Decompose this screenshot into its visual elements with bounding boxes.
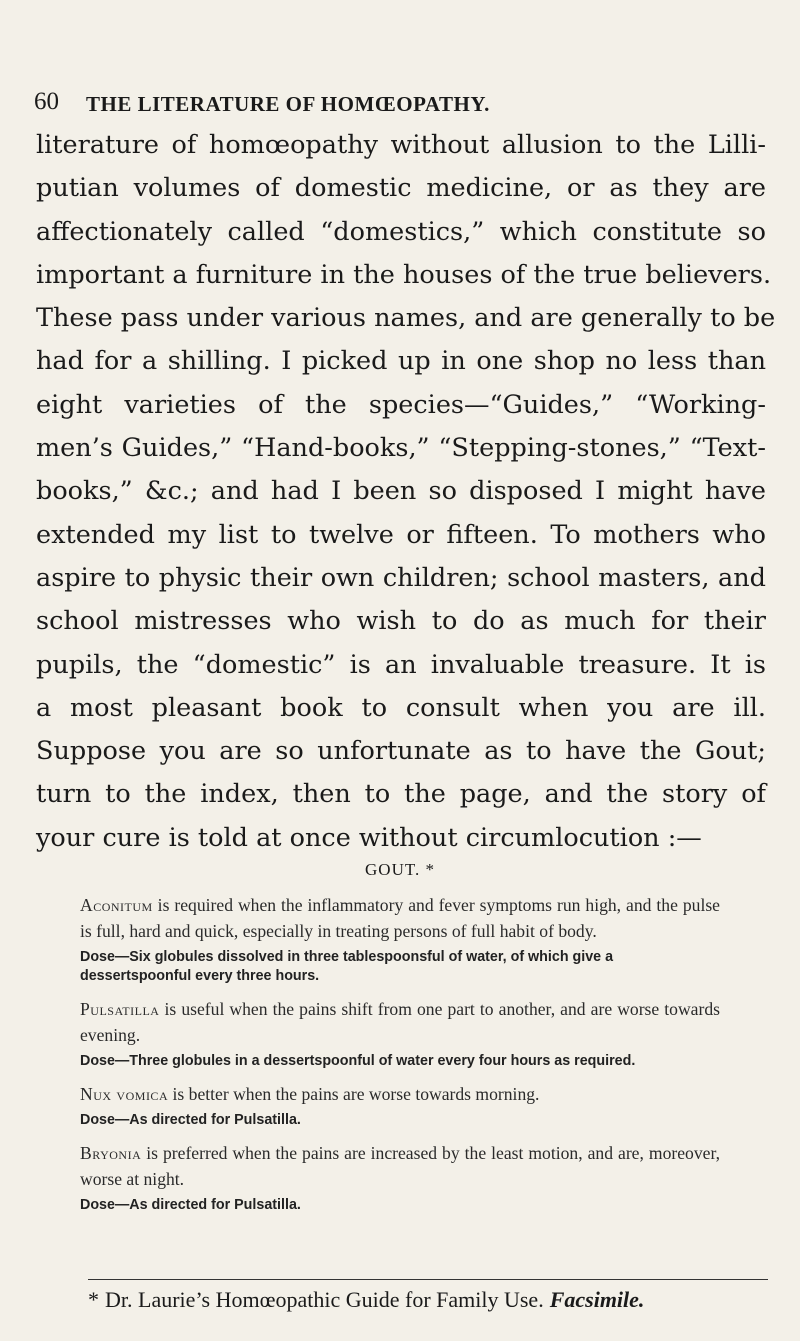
dose-instruction: Dose—Six globules dissolved in three tablespoonsful of water, of which give a dessertspoonful every three hours. <box>80 949 614 984</box>
quote-heading: GOUT. * <box>365 860 435 879</box>
footnote-divider <box>88 1279 768 1280</box>
quoted-extract <box>80 892 720 1225</box>
body-line: eight varieties of the species—“Guides,” “Working- <box>36 389 766 420</box>
body-line: had for a shilling. I picked up in one shop no less than <box>36 346 766 377</box>
body-paragraph <box>36 124 776 860</box>
body-line: turn to the index, then to the page, and the story of <box>36 779 766 810</box>
body-line: books,” &c.; and had I been so disposed I might have <box>36 476 766 507</box>
page-number: 60 <box>34 88 59 115</box>
remedy-description: is required when the inflammatory and fever symptoms run high, and the pulse is full, hard and quick, especially in treating persons of full habit of body. <box>80 895 720 941</box>
body-line: important a furniture in the houses of the true believers. <box>36 259 772 290</box>
footnote <box>88 1287 778 1313</box>
body-line: your cure is told at once without circumlocution :— <box>36 822 702 853</box>
dose-instruction: Dose—As directed for Pulsatilla. <box>80 1197 301 1213</box>
body-line: affectionately called “domestics,” which constitute so <box>36 216 766 247</box>
dose-instruction: Dose—Three globules in a dessertspoonful of water every four hours as required. <box>80 1053 636 1069</box>
body-line: pupils, the “domestic” is an invaluable treasure. It is <box>36 649 766 680</box>
remedy-entry <box>80 996 720 1048</box>
footnote-text: Dr. Laurie’s Homœopathic Guide for Family Use. <box>105 1287 544 1312</box>
body-line: a most pleasant book to consult when you are ill. <box>36 692 766 723</box>
remedy-name: Aconitum <box>80 895 153 915</box>
body-line: putian volumes of domestic medicine, or as they are <box>36 173 766 204</box>
remedy-description: is useful when the pains shift from one part to another, and are worse towards evening. <box>80 999 720 1045</box>
body-line: These pass under various names, and are generally to be <box>36 303 776 334</box>
page-header <box>34 88 774 122</box>
body-line: extended my list to twelve or fifteen. To mothers who <box>36 519 766 550</box>
remedy-entry <box>80 1140 720 1192</box>
remedy-entry <box>80 1081 720 1107</box>
running-title: THE LITERATURE OF HOMŒOPATHY. <box>86 92 490 116</box>
remedy-entry <box>80 892 720 944</box>
footnote-mark: * <box>88 1287 99 1312</box>
body-line: Suppose you are so unfortunate as to have the Gout; <box>36 736 766 767</box>
body-line: literature of homœopathy without allusion to the Lilli- <box>36 130 766 160</box>
body-line: men’s Guides,” “Hand-books,” “Stepping-stones,” “Text- <box>36 433 766 464</box>
footnote-emphasis: Facsimile. <box>549 1287 645 1312</box>
body-line: aspire to physic their own children; school masters, and <box>36 562 766 593</box>
remedy-description: is preferred when the pains are increased by the least motion, and are, moreover, worse at night. <box>80 1143 720 1189</box>
remedy-description: is better when the pains are worse towards morning. <box>168 1084 540 1104</box>
remedy-name: Nux vomica <box>80 1084 169 1104</box>
dose-instruction: Dose—As directed for Pulsatilla. <box>80 1112 301 1128</box>
body-line: school mistresses who wish to do as much for their <box>36 606 766 637</box>
remedy-name: Pulsatilla <box>80 999 160 1019</box>
remedy-name: Bryonia <box>80 1143 142 1163</box>
